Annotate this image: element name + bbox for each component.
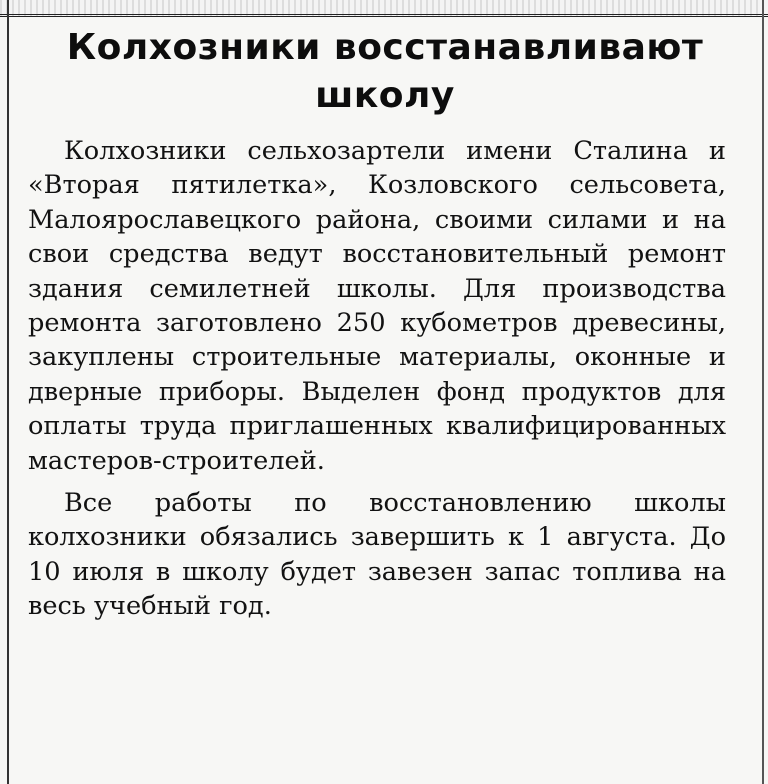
article-headline bbox=[40, 24, 730, 120]
article-body bbox=[28, 134, 726, 624]
headline-line-2: школу bbox=[315, 75, 455, 116]
headline-line-1: Колхозники восстанавливают bbox=[66, 27, 704, 68]
article-paragraph-2: Все работы по восстановлению школы колхозники обязались завершить к 1 августа. До 10 июля в школу будет завезен запас топлива на весь учебный год. bbox=[28, 488, 726, 622]
top-border-rule bbox=[0, 0, 768, 17]
left-column-rule bbox=[7, 0, 9, 784]
right-column-rule bbox=[762, 0, 764, 784]
article-paragraph-1: Колхозники сельхозартели имени Сталина и «Вторая пятилетка», Козловского сельсовета, Малоярославецкого района, своими силами и на свои средства ведут восстановительный ремонт здания семилетней школы. Для производства ремонта заготовлено 250 кубометров древесины, закуплены строительные материалы, оконные и дверные приборы. Выделен фонд продуктов для оплаты труда приглашенных квалифицированных мастеров-строителей. bbox=[28, 136, 726, 476]
